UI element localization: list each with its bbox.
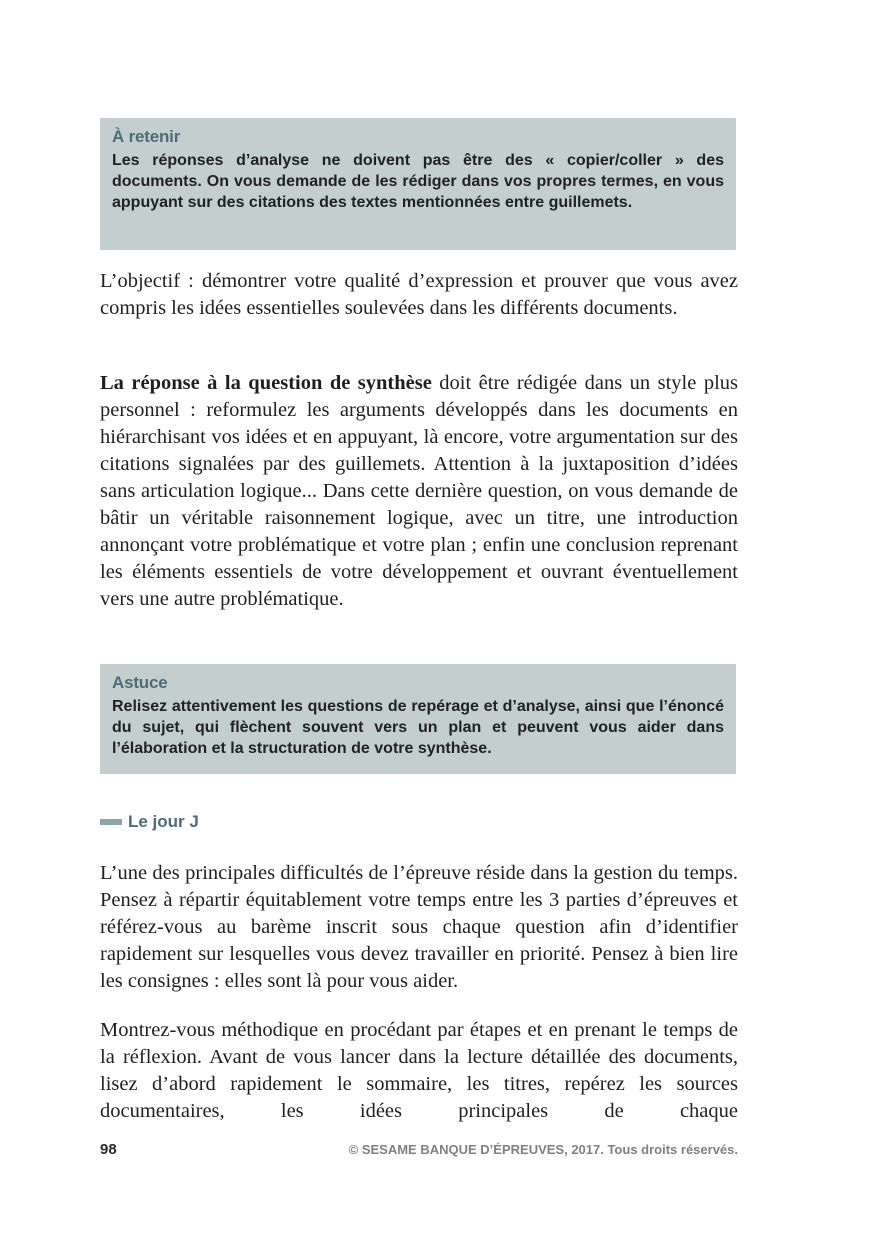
astuce-box-text: Relisez attentivement les questions de repérage et d’analyse, ainsi que l’énoncé du sujet, qui flèchent souvent vers un plan et peuvent vous aider dans l’élaboration et la structuration de votre synthèse. bbox=[112, 698, 724, 757]
retenir-box-text: Les réponses d’analyse ne doivent pas être des « copier/coller » des documents. On vous demande de les rédiger dans vos propres termes, en vous appuyant sur des citations des textes mentionnées entre guillemets. bbox=[112, 152, 724, 211]
section-heading bbox=[100, 810, 199, 834]
astuce-box bbox=[100, 664, 736, 774]
retenir-box-title: À retenir bbox=[112, 127, 181, 146]
synthese-bold-lead: La réponse à la question de synthèse bbox=[100, 372, 432, 394]
section-title: Le jour J bbox=[128, 812, 199, 831]
synthese-body: doit être rédigée dans un style plus personnel : reformulez les arguments développés dans les documents en hiérarchisant vos idées et en appuyant, là encore, votre argumentation sur des citations signalées par des guillemets. Attention à la juxtaposition d’idées sans articulation logique... Dans cette dernière question, on vous demande de bâtir un véritable raisonnement logique, avec un titre, une introduction annonçant votre problématique et votre plan ; enfin une conclusion reprenant les éléments essentiels de votre développement et ouvrant éventuellement vers une autre problématique. bbox=[100, 372, 738, 610]
section-marker bbox=[100, 819, 122, 825]
retenir-box bbox=[100, 118, 736, 250]
paragraph-jour-j-2: Montrez-vous méthodique en procédant par étapes et en prenant le temps de la réflexion. Avant de vous lancer dans la lecture détaillée des documents, lisez d’abord rapidement le sommaire, les titres, repérez les sources documentaires, les idées principales de chaque bbox=[100, 1019, 738, 1122]
page-number: 98 bbox=[100, 1141, 117, 1158]
paragraph-synthese bbox=[100, 370, 738, 613]
paragraph-objectif: L’objectif : démontrer votre qualité d’expression et prouver que vous avez compris les idées essentielles soulevées dans les différents documents. bbox=[100, 270, 738, 319]
paragraph-jour-j-1: L’une des principales difficultés de l’épreuve réside dans la gestion du temps. Pensez à répartir équitablement votre temps entre les 3 parties d’épreuves et référez-vous au barème inscrit sous chaque question afin d’identifier rapidement sur lesquelles vous devez travailler en priorité. Pensez à bien lire les consignes : elles sont là pour vous aider. bbox=[100, 862, 738, 992]
copyright-notice: © SESAME BANQUE D’ÉPREUVES, 2017. Tous droits réservés. bbox=[348, 1142, 738, 1157]
astuce-box-title: Astuce bbox=[112, 673, 168, 692]
